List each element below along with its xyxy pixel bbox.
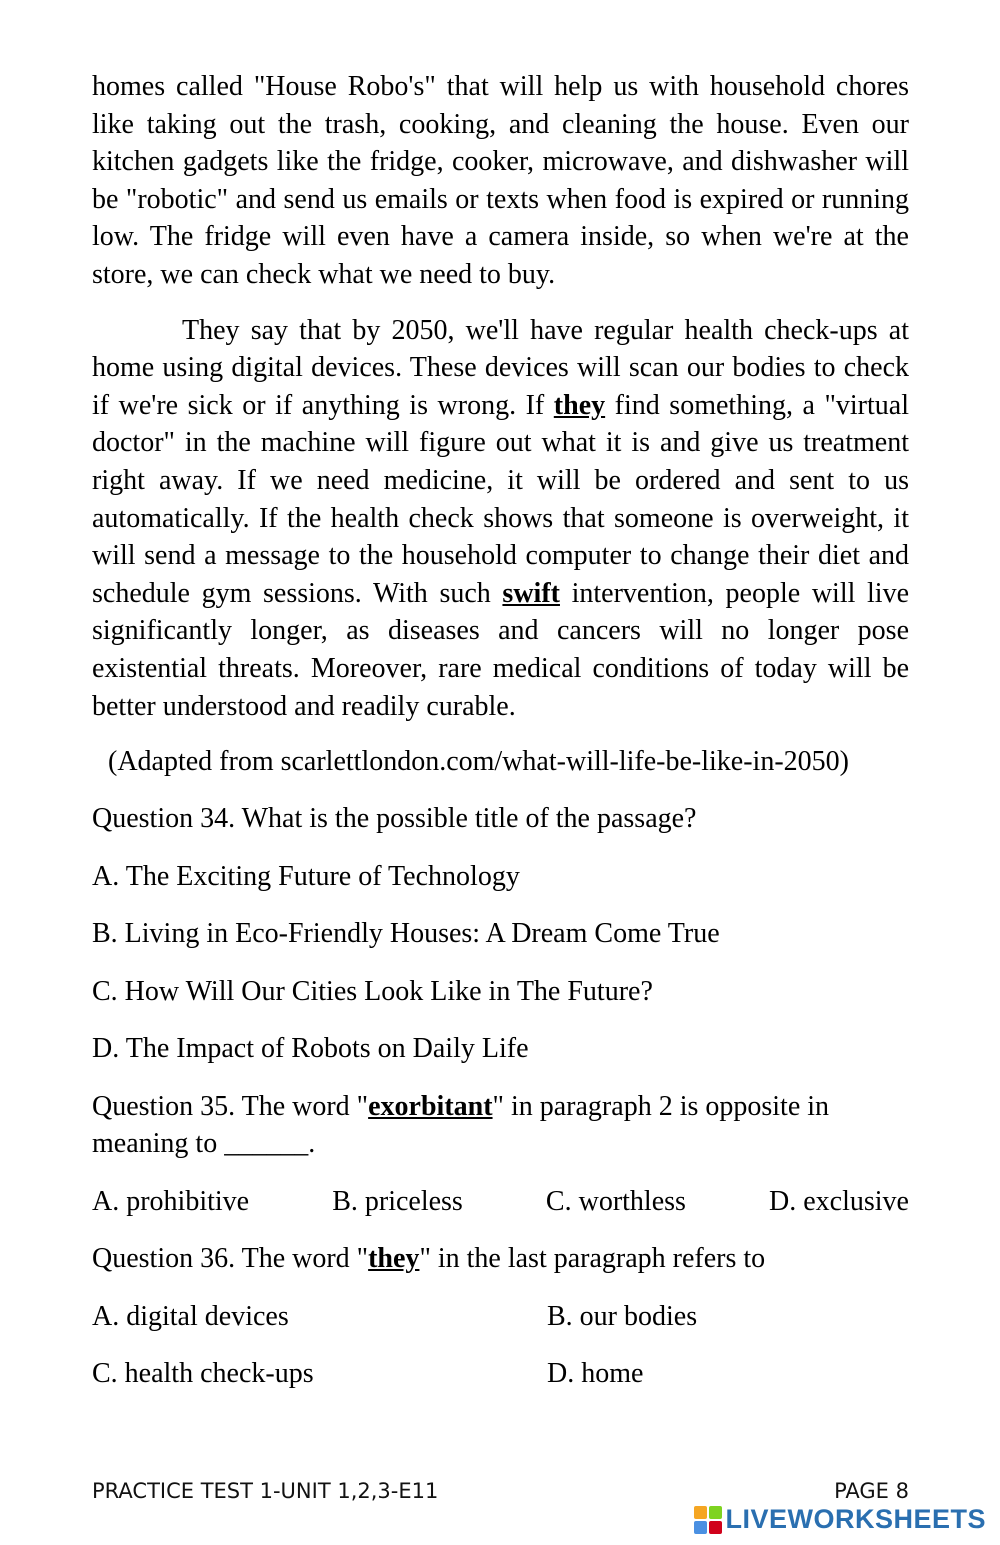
- q36-option-b[interactable]: B. our bodies: [547, 1300, 698, 1332]
- paragraph-2-text-c: intervention, people will live significantly longer, as diseases and cancers will no longer pose existential threats. Moreover, rare medical conditions of today will be better understood and readily curable.: [92, 577, 910, 722]
- logo-square-3: [694, 1521, 707, 1534]
- q34-option-d[interactable]: D. The Impact of Robots on Daily Life: [92, 1033, 529, 1065]
- q36-text-post: " in the last paragraph refers to: [419, 1243, 766, 1275]
- q36-options-row-1: [92, 1298, 909, 1336]
- source-citation: (Adapted from scarlettlondon.com/what-will-life-be-like-in-2050): [108, 746, 849, 778]
- q36-text-pre: Question 36. The word ": [92, 1243, 369, 1275]
- q35-option-c[interactable]: C. worthless: [545, 1185, 686, 1217]
- question-34: Question 34. What is the possible title of the passage?: [92, 803, 697, 835]
- q35-option-b[interactable]: B. priceless: [332, 1185, 463, 1217]
- page-footer: [92, 1479, 909, 1503]
- q35-text-pre: Question 35. The word ": [92, 1090, 369, 1122]
- q35-option-d[interactable]: D. exclusive: [769, 1185, 909, 1217]
- paragraph-1: homes called "House Robo's" that will help us with household chores like taking out the trash, cooking, and cleaning the house. Even our kitchen gadgets like the fridge, cooker, microwave, and dishwasher will be "robotic" and send us emails or texts when food is expired or running low. The fridge will even have a camera inside, so when we're at the store, we can check what we need to buy.: [92, 71, 909, 290]
- keyword-swift: swift: [502, 577, 560, 609]
- liveworksheets-logo[interactable]: [694, 1504, 986, 1535]
- q34-option-a[interactable]: A. The Exciting Future of Technology: [92, 860, 520, 892]
- logo-square-4: [709, 1521, 722, 1534]
- footer-page-number: PAGE 8: [834, 1479, 909, 1503]
- q35-option-a[interactable]: A. prohibitive: [92, 1185, 250, 1217]
- logo-square-2: [709, 1506, 722, 1519]
- q36-option-d[interactable]: D. home: [547, 1358, 644, 1390]
- logo-square-1: [694, 1506, 707, 1519]
- question-36: [92, 1240, 909, 1278]
- paragraph-2: [92, 312, 909, 726]
- q36-option-c[interactable]: C. health check-ups: [92, 1358, 314, 1390]
- question-35: [92, 1088, 909, 1163]
- q36-options-row-2: [92, 1355, 909, 1393]
- liveworksheets-wordmark: LIVEWORKSHEETS: [725, 1504, 986, 1534]
- q36-option-a[interactable]: A. digital devices: [92, 1300, 289, 1332]
- q35-text-post: " in paragraph 2 is opposite in meaning to ______.: [92, 1090, 830, 1160]
- q34-option-c[interactable]: C. How Will Our Cities Look Like in The Future?: [92, 975, 653, 1007]
- paragraph-2-text-b: find something, a "virtual doctor" in the machine will figure out what it is and give us treatment right away. If we need medicine, it will be ordered and sent to us automatically. If the health check shows that someone is overweight, it will send a message to the household computer to change their diet and schedule gym sessions. With such: [92, 389, 909, 609]
- q35-options: [92, 1183, 909, 1221]
- document-page: [92, 68, 909, 1413]
- paragraph-2-text-a: They say that by 2050, we'll have regular health check-ups at home using digital devices. These devices will scan our bodies to check if we're sick or if anything is wrong. If: [92, 314, 909, 421]
- q34-option-b[interactable]: B. Living in Eco-Friendly Houses: A Dream Come True: [92, 918, 720, 950]
- keyword-exorbitant: exorbitant: [368, 1090, 493, 1122]
- liveworksheets-icon: [694, 1506, 722, 1534]
- keyword-they-q36: they: [368, 1243, 420, 1275]
- keyword-they: they: [553, 389, 606, 421]
- footer-test-title: PRACTICE TEST 1-UNIT 1,2,3-E11: [92, 1479, 439, 1503]
